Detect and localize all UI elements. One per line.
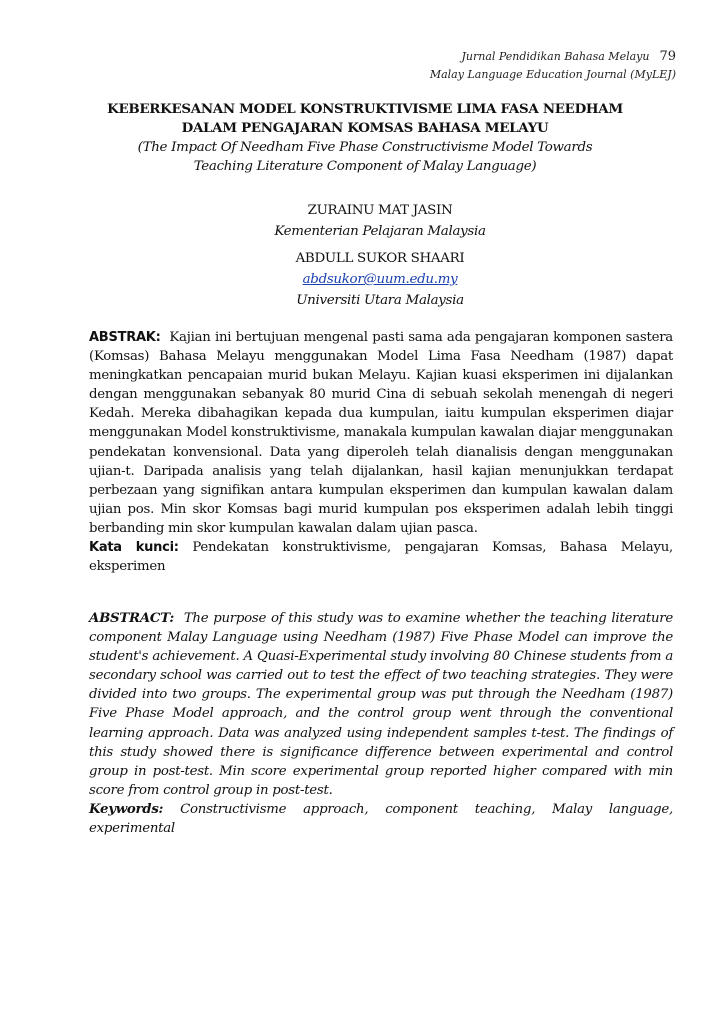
abstract-section [89, 609, 673, 838]
header-line-1 [430, 48, 676, 66]
keywords-paragraph [89, 800, 673, 838]
author-name: ABDULL SUKOR SHAARI [295, 251, 465, 266]
abstract-label: ABSTRACT: [89, 611, 175, 626]
author-email-link[interactable]: abdsukor@uum.edu.my [302, 272, 458, 287]
english-title-line-2: Teaching Literature Component of Malay Language) [193, 159, 537, 174]
abstrak-text: Kajian ini bertujuan mengenal pasti sama ada pengajaran komponen sastera (Komsas) Bahasa Melayu menggunakan Model Lima Fasa Needham (1987) dapat meningkatkan pencapaian murid bukan Melayu. Kajian kuasi eksperimen ini dijalankan dengan menggunakan sebanyak 80 murid Cina di sebuah sekolah menengah di negeri Kedah. Mereka dibahagikan kepada dua kumpulan, iaitu kumpulan eksperimen diajar menggunakan Model konstruktivisme, manakala kumpulan kawalan diajar menggunakan pendekatan konvensional. Data yang diperoleh telah dianalisis dengan menggunakan ujian-t. Daripada analisis yang telah dijalankan, hasil kajian menunjukkan terdapat perbezaan yang signifikan antara kumpulan eksperimen dan kumpulan kawalan dalam ujian pos. Min skor Komsas bagi murid kumpulan pos eksperimen adalah lebih tinggi berbanding min skor kumpulan kawalan dalam ujian pasca. [89, 330, 673, 536]
english-title-line-1: (The Impact Of Needham Five Phase Constructivisme Model Towards [137, 140, 593, 155]
author-affiliation: Universiti Utara Malaysia [296, 293, 464, 308]
author-name: ZURAINU MAT JASIN [307, 203, 453, 218]
paper-title-line-2: DALAM PENGAJARAN KOMSAS BAHASA MELAYU [181, 120, 549, 136]
title-block [70, 100, 660, 176]
keywords-label: Keywords: [89, 801, 164, 817]
author-affiliation: Kementerian Pelajaran Malaysia [274, 224, 486, 239]
abstract-paragraph [89, 609, 673, 800]
journal-title-ms: Jurnal Pendidikan Bahasa Melayu [461, 50, 650, 63]
keywords-text: Constructivisme approach, component teaching, Malay language, experimental [89, 801, 673, 837]
paper-title-line-1: KEBERKESANAN MODEL KONSTRUKTIVISME LIMA FASA NEEDHAM [107, 101, 623, 117]
running-header [430, 48, 676, 84]
abstrak-label: ABSTRAK: [89, 330, 161, 345]
abstrak-paragraph [89, 328, 673, 538]
abstract-text: The purpose of this study was to examine whether the teaching literature component Malay Language using Needham (1987) Five Phase Model can improve the student's achievement. A Quasi-Experimental study involving 80 Chinese students from a secondary school was carried out to test the effect of two teaching strategies. They were divided into two groups. The experimental group was put through the Needham (1987) Five Phase Model approach, and the control group went through the conventional learning approach. Data was analyzed using independent samples t-test. The findings of this study showed there is significance difference between experimental and control group in post-test. Min score experimental group reported higher compared with min score from control group in post-test. [89, 611, 673, 798]
kata-kunci-label: Kata kunci: [89, 540, 179, 556]
page-number: 79 [659, 49, 676, 64]
author-block [150, 200, 610, 311]
journal-title-en: Malay Language Education Journal (MyLEJ) [429, 68, 676, 81]
kata-kunci-paragraph [89, 538, 673, 576]
kata-kunci-text: Pendekatan konstruktivisme, pengajaran Komsas, Bahasa Melayu, eksperimen [89, 540, 674, 575]
abstrak-section [89, 328, 673, 576]
